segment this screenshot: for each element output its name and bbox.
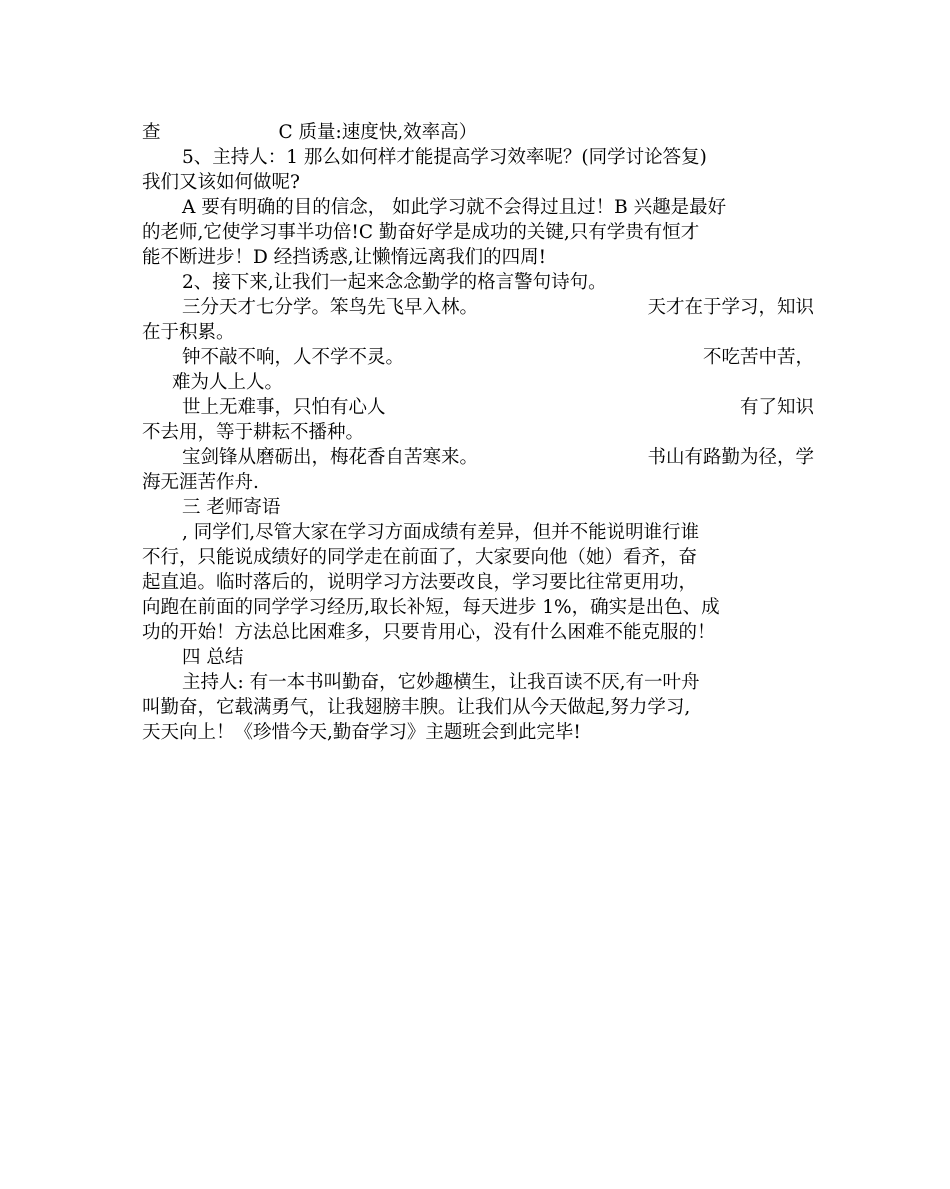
text-line: 我们又该如何做呢?	[142, 172, 300, 193]
section-heading: 四 总结	[182, 647, 244, 668]
text-fragment: 不吃苦中苦，	[702, 347, 814, 368]
section-heading: 三 老师寄语	[182, 497, 281, 518]
text-line: 功的开始！方法总比困难多，只要肯用心，没有什么困难不能克服的！	[142, 622, 716, 643]
text-line: 天天向上！《珍惜今天,勤奋学习》主题班会到此完毕!	[142, 722, 581, 743]
text-line: 不去用，等于耕耘不播种。	[142, 422, 365, 443]
text-line: A 要有明确的目的信念， 如此学习就不会得过且过！B 兴趣是最好	[182, 197, 727, 218]
text-line: 5、主持人：1 那么如何样才能提高学习效率呢？(同学讨论答复)	[182, 147, 707, 168]
text-line: 向跑在前面的同学学习经历,取长补短，每天进步 1%，确实是出色、成	[142, 597, 720, 618]
text-line: 难为人上人。	[172, 372, 284, 393]
document-body	[142, 120, 814, 745]
text-line: 不行，只能说成绩好的同学走在前面了，大家要向他（她）看齐，奋	[142, 547, 698, 568]
text-fragment: 三分天才七分学。笨鸟先飞早入林。	[182, 297, 479, 318]
text-fragment: 天才在于学习，知识	[647, 297, 814, 318]
text-line: 在于积累。	[142, 322, 235, 343]
text-fragment: 有了知识	[739, 397, 814, 418]
text-fragment: 查	[142, 122, 161, 143]
text-line	[142, 395, 814, 420]
text-line: 起直追。临时落后的，说明学习方法要改良，学习要比往常更用功，	[142, 572, 698, 593]
text-line	[142, 445, 814, 470]
text-fragment: 钟不敲不响，人不学不灵。	[182, 347, 405, 368]
text-line: 海无涯苦作舟.	[142, 472, 259, 493]
text-line	[142, 345, 814, 370]
text-line	[142, 295, 814, 320]
text-line: 叫勤奋，它载满勇气，让我翅膀丰腴。让我们从今天做起,努力学习,	[142, 697, 691, 718]
text-line: 能不断进步！D 经挡诱惑,让懒惰远离我们的四周!	[142, 247, 547, 268]
text-line	[142, 120, 814, 145]
text-fragment: 世上无难事，只怕有心人	[182, 397, 386, 418]
text-line: 主持人: 有一本书叫勤奋，它妙趣横生，让我百读不厌,有一叶舟	[182, 672, 700, 693]
text-line: 2、接下来,让我们一起来念念勤学的格言警句诗句。	[182, 272, 607, 293]
text-fragment: C 质量:速度快,效率高）	[278, 122, 478, 143]
text-fragment: 书山有路勤为径，学	[647, 447, 814, 468]
text-fragment: 宝剑锋从磨砺出，梅花香自苦寒来。	[182, 447, 479, 468]
text-line: 的老师,它使学习事半功倍!C 勤奋好学是成功的关键,只有学贵有恒才	[142, 222, 700, 243]
text-line: , 同学们,尽管大家在学习方面成绩有差异，但并不能说明谁行谁	[182, 522, 700, 543]
